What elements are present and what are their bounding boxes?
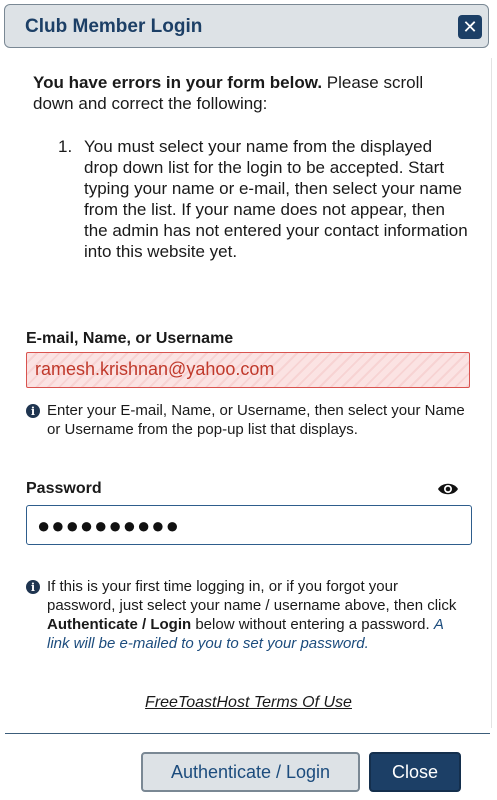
scrollbar[interactable] bbox=[491, 58, 497, 728]
dialog-titlebar bbox=[4, 4, 489, 48]
password-label: Password bbox=[26, 480, 102, 497]
error-list-item bbox=[58, 136, 468, 262]
password-field[interactable]: ●●●●●●●●●● bbox=[26, 505, 472, 545]
close-button[interactable]: Close bbox=[369, 752, 461, 792]
error-message: You must select your name from the displayed drop down list for the login to be accepted. Start typing your name or e-mail, then select your name from the list. If your name does not appear, then the admin has not entered your contact information into this website yet. bbox=[84, 137, 468, 261]
authenticate-button[interactable]: Authenticate / Login bbox=[141, 752, 360, 792]
error-subheading: Please scroll down and correct the following: bbox=[33, 73, 424, 113]
footer-divider bbox=[5, 733, 490, 734]
email-link-note: A link will be e-mailed to you to set your password. bbox=[47, 616, 444, 652]
email-label: E-mail, Name, or Username bbox=[26, 330, 234, 347]
terms-link[interactable]: FreeToastHost Terms Of Use bbox=[145, 694, 352, 711]
close-icon[interactable]: ✕ bbox=[458, 15, 482, 39]
error-number: 1. bbox=[58, 137, 73, 156]
password-help-text: If this is your first time logging in, or if you forgot your password, just select your name / username above, then click Authenticate / Login below without entering a password. A link will be e-mailed to you to set your password. bbox=[47, 578, 457, 652]
error-heading: You have errors in your form below. bbox=[33, 73, 323, 92]
password-help bbox=[26, 577, 466, 653]
eye-icon[interactable] bbox=[437, 482, 459, 496]
info-icon: i bbox=[26, 580, 40, 594]
email-help bbox=[26, 401, 466, 439]
dialog-title: Club Member Login bbox=[25, 16, 203, 37]
error-summary bbox=[33, 72, 463, 114]
auth-reference: Authenticate / Login bbox=[47, 616, 192, 633]
email-field[interactable]: ramesh.krishnan@yahoo.com bbox=[26, 352, 470, 388]
email-help-text: Enter your E-mail, Name, or Username, then select your Name or Username from the pop-up list that displays. bbox=[47, 402, 465, 438]
info-icon: i bbox=[26, 404, 40, 418]
